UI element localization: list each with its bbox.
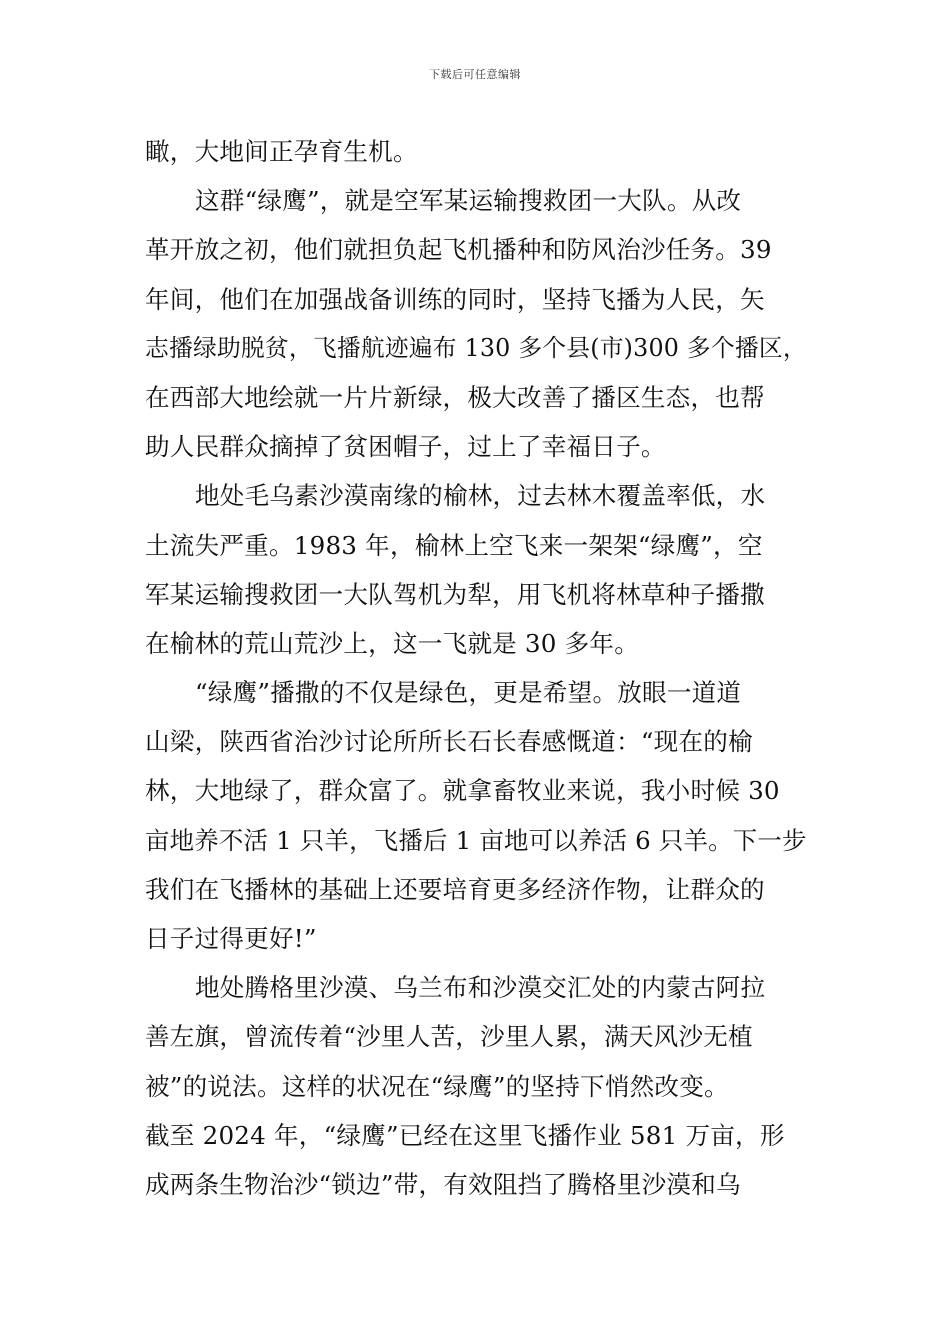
text-line: 在榆林的荒山荒沙上，这一飞就是 30 多年。 (145, 628, 640, 658)
page-header: 下载后可任意编辑 (429, 68, 521, 81)
text-line: 革开放之初，他们就担负起飞机播种和防风治沙任务。39 (145, 235, 772, 265)
text-line: “绿鹰”播撒的不仅是绿色，更是希望。放眼一道道 (195, 678, 742, 708)
text-line: 军某运输搜救团一大队驾机为犁，用飞机将林草种子播撒 (145, 579, 765, 609)
text-line: 年间，他们在加强战备训练的同时，坚持飞播为人民，矢 (145, 284, 765, 314)
text-line: 林，大地绿了，群众富了。就拿畜牧业来说，我小时候 30 (145, 776, 780, 806)
text-line: 被”的说法。这样的状况在“绿鹰”的坚持下悄然改变。 (145, 1071, 729, 1101)
text-line: 助人民群众摘掉了贫困帽子，过上了幸福日子。 (145, 432, 666, 462)
body-text (145, 127, 810, 1209)
text-line: 在西部大地绘就一片片新绿，极大改善了播区生态，也帮 (145, 382, 765, 412)
text-line: 善左旗，曾流传着“沙里人苦，沙里人累，满天风沙无植 (145, 1022, 753, 1052)
text-line: 我们在飞播林的基础上还要培育更多经济作物，让群众的 (145, 874, 765, 904)
text-line: 瞰，大地间正孕育生机。 (145, 137, 418, 166)
text-line: 这群“绿鹰”，就是空军某运输搜救团一大队。从改 (195, 186, 742, 216)
text-line: 截至 2024 年，“绿鹰”已经在这里飞播作业 581 万亩，形 (145, 1120, 785, 1150)
text-line: 亩地养不活 1 只羊，飞播后 1 亩地可以养活 6 只羊。下一步 (145, 825, 807, 855)
text-line: 土流失严重。1983 年，榆林上空飞来一架架“绿鹰”，空 (145, 530, 763, 560)
text-line: 地处腾格里沙漠、乌兰布和沙漠交汇处的内蒙古阿拉 (195, 973, 766, 1003)
text-line: 志播绿助脱贫，飞播航迹遍布 130 多个县(市)300 多个播区， (145, 333, 807, 362)
text-line: 成两条生物治沙“锁边”带，有效阻挡了腾格里沙漠和乌 (145, 1169, 741, 1199)
text-line: 日子过得更好!” (145, 924, 317, 953)
text-line: 地处毛乌素沙漠南缘的榆林，过去林木覆盖率低，水 (195, 481, 766, 511)
text-line: 山梁，陕西省治沙讨论所所长石长春感慨道：“现在的榆 (145, 727, 753, 757)
